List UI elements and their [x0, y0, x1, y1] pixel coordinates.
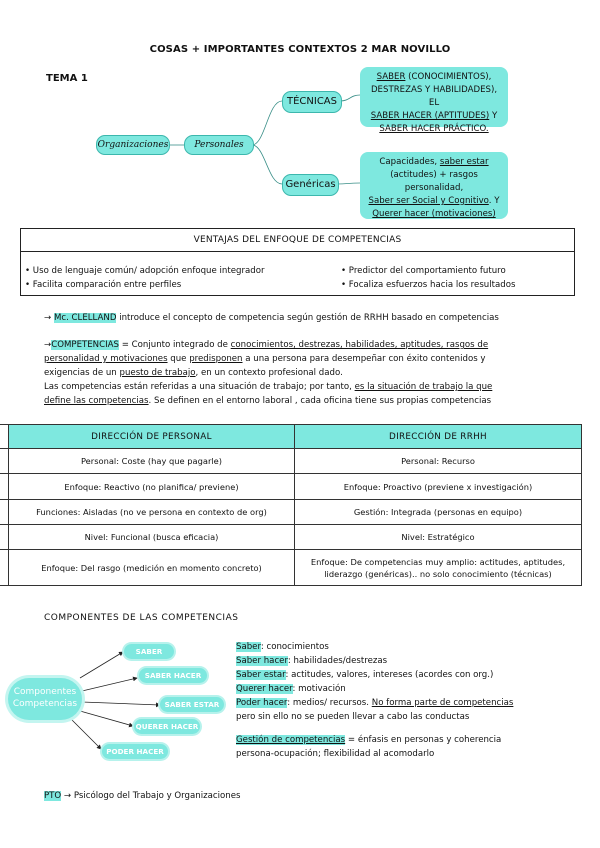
cloud-line: Competencias: [12, 699, 78, 709]
ventaja-item: • Uso de lenguaje común/ adopción enfoque integrador: [25, 266, 265, 276]
gen-l3: . Y: [488, 196, 500, 206]
gen-l2: (actitudes) + rasgos personalidad,: [390, 170, 478, 193]
stub-cell: [0, 449, 9, 474]
pill-saber-estar: SABER ESTAR: [160, 697, 224, 712]
pill-saber: SABER: [124, 644, 174, 659]
gestion-value: = énfasis en personas y coherencia: [345, 735, 502, 745]
cell-line: Enfoque: De competencias muy amplio: actitudes, aptitudes,: [310, 556, 566, 567]
table-header-row: [0, 425, 582, 449]
def-text: conocimientos, destrezas, habilidades, aptitudes, rasgos de: [230, 340, 489, 350]
stub-cell: [0, 500, 9, 525]
componentes-cloud: [8, 678, 82, 720]
ventaja-item: • Predictor del comportamiento futuro: [341, 266, 506, 276]
stub-cell: [0, 525, 9, 550]
def-note: No forma parte de competencias: [371, 698, 514, 708]
def-text: define las competencias: [44, 396, 149, 406]
table-cell: Funciones: Aisladas (no ve persona en contexto de org): [9, 500, 295, 525]
pto-note: [44, 791, 240, 801]
col-header: DIRECCIÓN DE PERSONAL: [9, 425, 295, 449]
ventajas-right: [341, 264, 515, 292]
def-text: que: [167, 354, 190, 364]
node-genericas: Genéricas: [282, 174, 339, 196]
node-organizaciones: Organizaciones: [96, 135, 170, 155]
genericas-box: [360, 152, 508, 219]
table-cell: Personal: Recurso: [295, 449, 582, 474]
gestion-key: Gestión de competencias: [236, 735, 346, 745]
pto-key: PTO: [44, 791, 62, 801]
def-text: a una persona para desempeñar con éxito contenidos y: [242, 354, 486, 364]
tecnicas-box: [360, 67, 508, 134]
page-title: COSAS + IMPORTANTES CONTEXTOS 2 MAR NOVILLO: [149, 44, 451, 55]
table-cell: Nivel: Estratégico: [295, 525, 582, 550]
def-text: exigencias de un: [44, 368, 120, 378]
table-cell: Enfoque: Del rasgo (medición en momento concreto): [9, 550, 295, 586]
ventajas-header: VENTAJAS DEL ENFOQUE DE COMPETENCIAS: [21, 229, 574, 252]
pill-saber-hacer: SABER HACER: [139, 668, 207, 683]
def-text: predisponen: [189, 354, 243, 364]
mcclelland-text: introduce el concepto de competencia según gestión de RRHH basado en competencias: [116, 313, 499, 323]
ventaja-item: • Focaliza esfuerzos hacia los resultados: [341, 280, 516, 290]
competencias-term: COMPETENCIAS: [51, 340, 119, 350]
gen-querer-hacer: Querer hacer (motivaciones): [372, 209, 496, 219]
section-label: TEMA 1: [46, 73, 88, 84]
table-cell: Nivel: Funcional (busca eficacia): [9, 525, 295, 550]
tec-l3: Y: [489, 111, 498, 121]
tec-saber-hacer: SABER HACER (APTITUDES): [370, 111, 490, 121]
cell-line: liderazgo (genéricas).. no solo conocimiento (técnicas): [324, 568, 552, 579]
def-key: Poder hacer: [236, 698, 288, 708]
def-key: Saber hacer: [236, 656, 288, 666]
def-note-line: pero sin ello no se pueden llevar a cabo las conductas: [236, 712, 470, 722]
table-row: [0, 474, 582, 500]
def-key: Querer hacer: [236, 684, 293, 694]
stub-cell: [0, 474, 9, 500]
tec-l1: (CONOCIMIENTOS),: [405, 72, 492, 82]
ventajas-table: [20, 228, 575, 296]
table-cell: Enfoque: Reactivo (no planifica/ previene): [9, 474, 295, 500]
def-key: Saber estar: [236, 670, 286, 680]
def-item: [236, 668, 566, 682]
pill-poder-hacer: PODER HACER: [102, 744, 168, 759]
node-personales: Personales: [184, 135, 254, 155]
pill-querer-hacer: QUERER HACER: [134, 719, 200, 734]
gen-saber-estar: saber estar: [439, 157, 489, 167]
table-row: [0, 550, 582, 586]
def-item: [236, 654, 566, 668]
table-cell: Gestión: Integrada (personas en equipo): [295, 500, 582, 525]
def-text: Las competencias están referidas a una situación de trabajo; por tanto,: [44, 382, 355, 392]
table-cell: [295, 550, 582, 586]
cloud-line: Componentes: [13, 687, 77, 697]
arrow: →: [44, 340, 52, 350]
table-cell: Personal: Coste (hay que pagarle): [9, 449, 295, 474]
def-text: = Conjunto integrado de: [118, 340, 231, 350]
def-text: . Se definen en el entorno laboral , cada oficina tiene sus propias competencias: [148, 396, 492, 406]
pto-value: → Psicólogo del Trabajo y Organizaciones: [61, 791, 241, 801]
def-text: , en un contexto profesional dado.: [195, 368, 343, 378]
arrow: →: [44, 313, 52, 323]
gen-saber-ser: Saber ser Social y Cognitivo: [368, 196, 489, 206]
mcclelland-note: [44, 311, 564, 325]
def-text: personalidad y motivaciones: [44, 354, 168, 364]
def-key: Saber: [236, 642, 261, 652]
def-value: : motivación: [292, 684, 346, 694]
def-text: puesto de trabajo: [119, 368, 196, 378]
table-row: [0, 525, 582, 550]
mcclelland-name: Mc. CLELLAND: [53, 313, 117, 323]
def-value: : conocimientos: [260, 642, 329, 652]
def-value: : medios/ recursos.: [287, 698, 372, 708]
competencias-definition: [44, 338, 564, 408]
direccion-table: [0, 424, 582, 586]
gestion-competencias: [236, 733, 566, 761]
tec-saber: SABER: [376, 72, 406, 82]
def-item: [236, 682, 566, 696]
node-tecnicas: TÉCNICAS: [282, 91, 342, 113]
def-item: [236, 696, 566, 710]
componentes-definitions: [236, 640, 566, 724]
table-row: [0, 500, 582, 525]
def-text: es la situación de trabajo la que: [354, 382, 493, 392]
table-row: [0, 449, 582, 474]
gestion-value-line: persona-ocupación; flexibilidad al acomodarlo: [236, 749, 435, 759]
tec-l4: SABER HACER PRÁCTICO.: [379, 124, 489, 134]
def-value: : habilidades/destrezas: [287, 656, 388, 666]
tec-l2: DESTREZAS Y HABILIDADES), EL: [370, 85, 498, 108]
col-header: DIRECCIÓN DE RRHH: [295, 425, 582, 449]
gen-l1a: Capacidades,: [379, 157, 440, 167]
def-value: : actitudes, valores, intereses (acordes con org.): [285, 670, 494, 680]
ventajas-left: [25, 264, 265, 292]
componentes-title: COMPONENTES DE LAS COMPETENCIAS: [44, 613, 239, 623]
table-cell: Enfoque: Proactivo (previene x investigación): [295, 474, 582, 500]
def-item: [236, 640, 566, 654]
ventaja-item: • Facilita comparación entre perfiles: [25, 280, 182, 290]
stub-cell: [0, 550, 9, 586]
stub-cell: [0, 425, 9, 449]
